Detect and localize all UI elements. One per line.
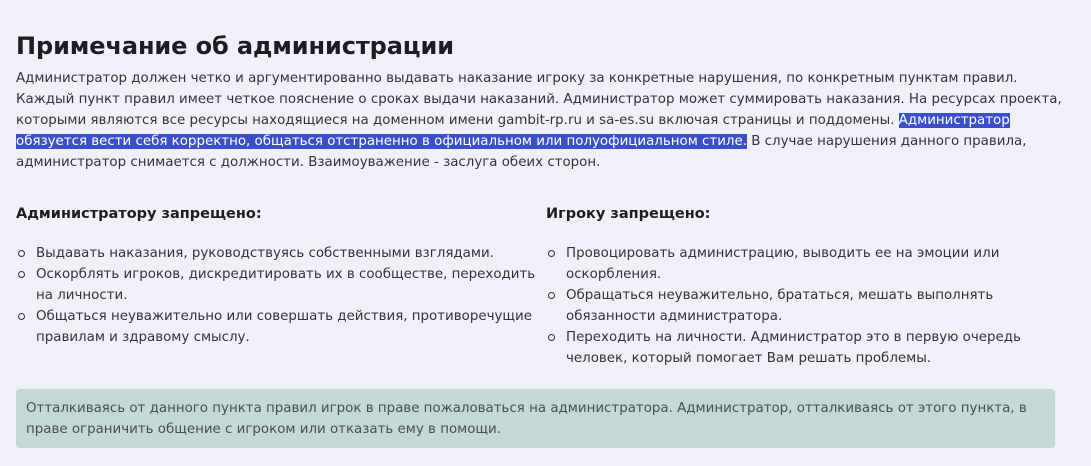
list-item: [546, 285, 1056, 327]
list-item-text: Переходить на личности. Администратор это в первую очередь человек, который помогает Вам решать проблемы.: [566, 330, 1021, 366]
admin-forbidden-heading: Администратору запрещено:: [16, 206, 262, 222]
list-item-text: Общаться неуважительно или совершать действия, противоречущие правилам и здравому смыслу.: [36, 309, 532, 345]
page-title: Примечание об администрации: [16, 32, 454, 60]
intro-text-continued: В случае нарушения данного правила, администратор снимается с должности. Взаимоуважение - заслуга обеих сторон.: [16, 134, 1027, 170]
list-item: [16, 264, 536, 306]
list-item-text: Провоцировать администрацию, выводить ее на эмоции или оскорбления.: [566, 246, 1000, 282]
circle-bullet-icon: [548, 250, 555, 257]
intro-text: Администратор должен четко и аргументированно выдавать наказание игроку за конкретные нарушения, по конкретным пунктам правил. Каждый пункт правил имеет четкое пояснение о сроках выдачи наказаний. Администратор может суммировать наказания. На ресурсах проекта, которыми являются все ресурсы находящиеся на доменном имени gambit-rp.ru и sa-es.su включая страницы и поддомены.: [16, 71, 1062, 128]
list-item: [16, 243, 536, 264]
circle-bullet-icon: [548, 334, 555, 341]
circle-bullet-icon: [18, 271, 25, 278]
player-forbidden-section: [546, 203, 1056, 369]
list-item: [546, 243, 1056, 285]
list-item-text: Оскорблять игроков, дискредитировать их в сообществе, переходить на личности.: [36, 267, 536, 303]
list-item-text: Выдавать наказания, руководствуясь собственными взглядами.: [36, 246, 494, 261]
intro-selected-text[interactable]: Администратор обязуется вести себя корректно, общаться отстраненно в официальном или полуофициальном стиле.: [16, 113, 1010, 149]
circle-bullet-icon: [18, 313, 25, 320]
circle-bullet-icon: [18, 250, 25, 257]
list-item: [16, 306, 536, 348]
info-note: Отталкиваясь от данного пункта правил игрок в праве пожаловаться на администратора. Администратор, отталкиваясь от этого пункта, в праве ограничить общение с игроком или отказать ему в помощи.: [16, 389, 1055, 448]
forbidden-columns: [16, 203, 1056, 383]
list-item: [546, 327, 1056, 369]
list-item-text: Обращаться неуважительно, брататься, мешать выполнять обязанности администратора.: [566, 288, 994, 324]
player-forbidden-list: [546, 243, 1056, 369]
intro-paragraph: [16, 68, 1076, 173]
circle-bullet-icon: [548, 292, 555, 299]
admin-forbidden-list: [16, 243, 536, 348]
admin-forbidden-section: [16, 203, 536, 348]
player-forbidden-heading: Игроку запрещено:: [546, 206, 711, 222]
